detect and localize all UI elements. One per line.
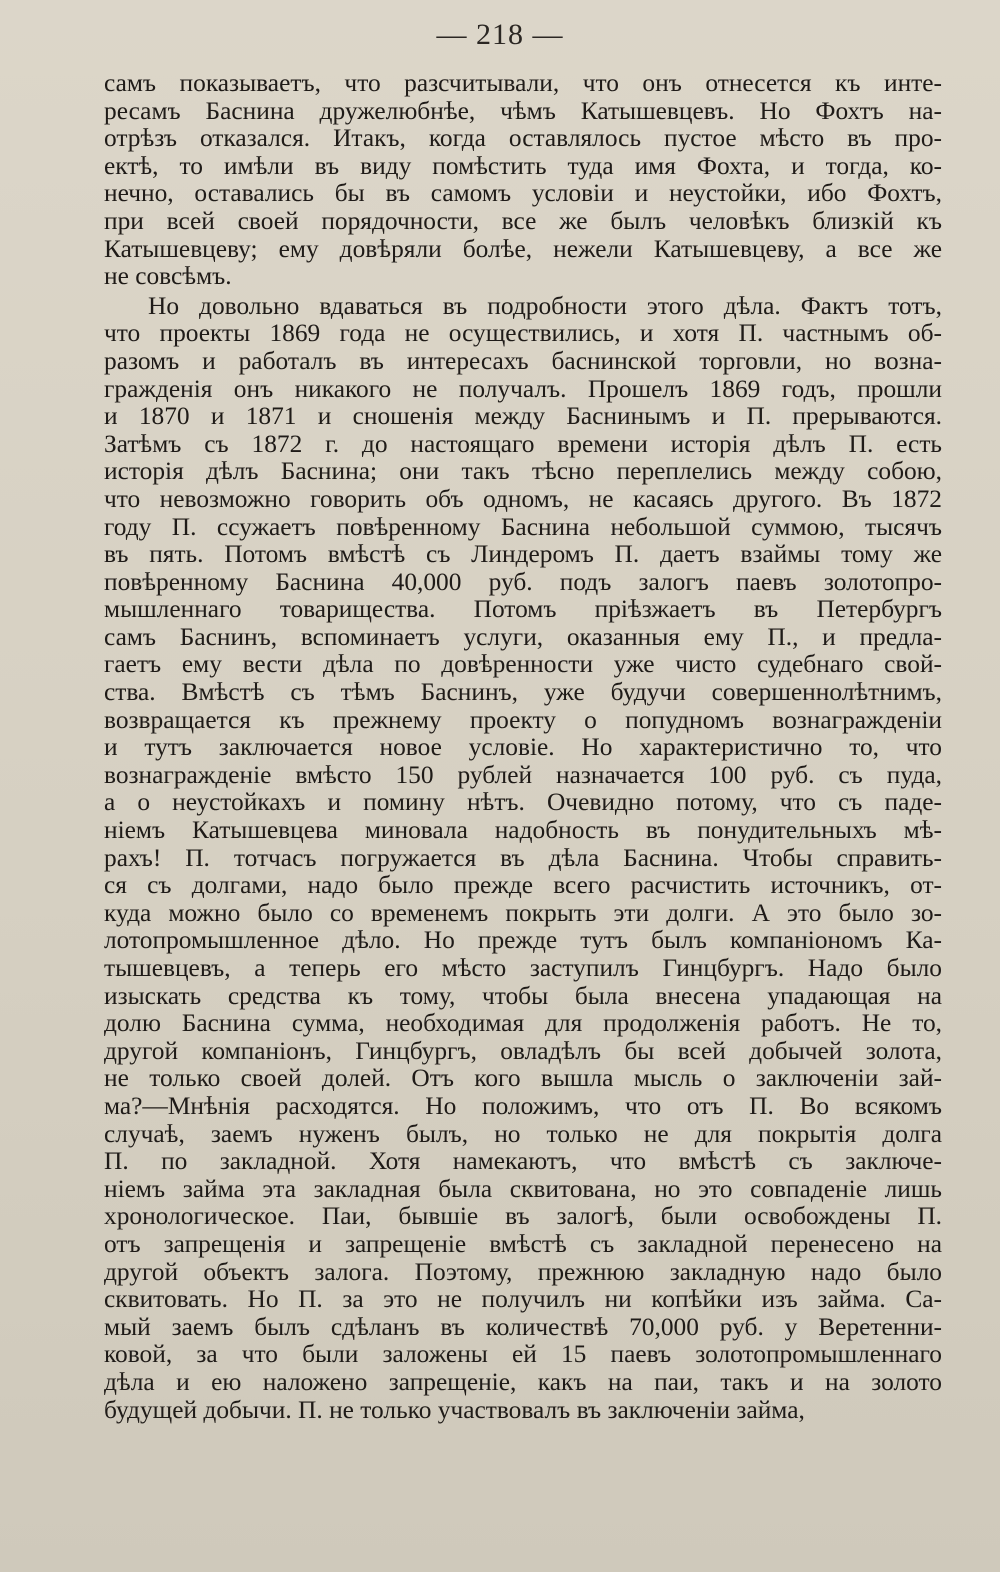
text-line: мышленнаго товарищества. Потомъ пріѣзжаетъ въ Петербургъ — [104, 595, 942, 624]
text-line: другой компаніонъ, Гинцбургъ, овладѣлъ бы всей добычей золота, — [104, 1036, 942, 1065]
text-line: отъ запрещенія и запрещеніе вмѣстѣ съ закладной перенесено на — [104, 1229, 942, 1258]
text-line: Но довольно вдаваться въ подробности этого дѣла. Фактъ тотъ, — [148, 291, 942, 320]
text-line: возвращается къ прежнему проекту о попудномъ вознагражденіи — [104, 705, 942, 734]
text-line: повѣренному Баснина 40,000 руб. подъ залогъ паевъ золотопро- — [104, 567, 942, 596]
paragraph — [104, 70, 942, 291]
text-line: будущей добычи. П. не только участвовалъ въ заключеніи займа, — [104, 1395, 805, 1424]
text-line: въ пять. Потомъ вмѣстѣ съ Линдеромъ П. даетъ взаймы тому же — [104, 540, 942, 569]
text-line: отрѣзъ отказался. Итакъ, когда оставлялось пустое мѣсто въ про- — [104, 124, 942, 153]
text-line: хронологическое. Паи, бывшіе въ залогѣ, были освобождены П. — [104, 1202, 942, 1231]
page-number: — 218 — — [436, 18, 564, 51]
text-line: исторія дѣлъ Баснина; они такъ тѣсно переплелись между собою, — [104, 457, 942, 486]
text-line: ресамъ Баснина дружелюбнѣе, чѣмъ Катышевцевъ. Но Фохтъ на- — [104, 96, 942, 125]
text-line: при всей своей порядочности, все же былъ человѣкъ близкій къ — [104, 206, 942, 235]
text-line: не совсѣмъ. — [104, 262, 232, 291]
text-line: П. по закладной. Хотя намекаютъ, что вмѣстѣ съ заключе- — [104, 1147, 942, 1176]
text-line: году П. ссужаетъ повѣренному Баснина небольшой суммою, тысячъ — [104, 512, 942, 541]
text-line: самъ Баснинъ, вспоминаетъ услуги, оказанныя ему П., и предла- — [104, 622, 942, 651]
text-line: что невозможно говорить объ одномъ, не касаясь другого. Въ 1872 — [104, 484, 942, 513]
text-line: ектѣ, то имѣли въ виду помѣстить туда имя Фохта, и тогда, ко- — [104, 151, 942, 180]
text-line: разомъ и работалъ въ интересахъ баснинской торговли, но возна- — [104, 346, 942, 375]
text-line: ніемъ займа эта закладная была сквитована, но это совпаденіе лишь — [104, 1174, 942, 1203]
text-line: долю Баснина сумма, необходимая для продолженія работъ. Не то, — [104, 1009, 942, 1038]
text-line: не только своей долей. Отъ кого вышла мысль о заключеніи зай- — [104, 1064, 942, 1093]
text-line: а о неустойкахъ и помину нѣтъ. Очевидно потому, что съ паде- — [104, 788, 942, 817]
text-line: ковой, за что были заложены ей 15 паевъ золотопромышленнаго — [104, 1340, 942, 1369]
text-line: вознагражденіе вмѣсто 150 рублей назначается 100 руб. съ пуда, — [104, 760, 942, 789]
text-line: Катышевцеву; ему довѣряли болѣе, нежели Катышевцеву, а все же — [104, 234, 942, 263]
text-line: и 1870 и 1871 и сношенія между Баснинымъ и П. прерываются. — [104, 402, 942, 431]
text-line: что проекты 1869 года не осуществились, и хотя П. частнымъ об- — [104, 319, 942, 348]
text-line: сквитовать. Но П. за это не получилъ ни копѣйки изъ займа. Са- — [104, 1285, 942, 1314]
text-line: дѣла и ею наложено запрещеніе, какъ на паи, такъ и на золото — [104, 1367, 942, 1396]
text-line: мый заемъ былъ сдѣланъ въ количествѣ 70,000 руб. у Веретенни- — [104, 1312, 942, 1341]
paragraph — [104, 293, 942, 1424]
text-line: ніемъ Катышевцева миновала надобность въ понудительныхъ мѣ- — [104, 816, 942, 845]
body-text — [104, 70, 942, 1424]
text-line: гаетъ ему вести дѣла по довѣренности уже чисто судебнаго свой- — [104, 650, 942, 679]
text-line: изыскать средства къ тому, чтобы была внесена упадающая на — [104, 981, 942, 1010]
text-line: тышевцевъ, а теперь его мѣсто заступилъ Гинцбургъ. Надо было — [104, 954, 942, 982]
text-line: самъ показываетъ, что разсчитывали, что онъ отнесется къ инте- — [104, 69, 942, 97]
text-line: Затѣмъ съ 1872 г. до настоящаго времени исторія дѣлъ П. есть — [104, 429, 942, 458]
text-line: случаѣ, заемъ нуженъ былъ, но только не для покрытія долга — [104, 1119, 942, 1148]
text-line: нечно, оставались бы въ самомъ условіи и неустойки, ибо Фохтъ, — [104, 179, 942, 208]
text-line: ма?—Мнѣнія расходятся. Но положимъ, что отъ П. Во всякомъ — [104, 1091, 942, 1120]
text-line: рахъ! П. тотчасъ погружается въ дѣла Баснина. Чтобы справить- — [104, 843, 942, 872]
text-line: ся съ долгами, надо было прежде всего расчистить источникъ, от- — [104, 871, 942, 900]
text-line: ства. Вмѣстѣ съ тѣмъ Баснинъ, уже будучи совершеннолѣтнимъ, — [104, 678, 942, 707]
text-line: и тутъ заключается новое условіе. Но характеристично то, что — [104, 733, 942, 762]
text-line: другой объектъ залога. Поэтому, прежнюю закладную надо было — [104, 1257, 942, 1286]
text-line: лотопромышленное дѣло. Но прежде тутъ былъ компаніономъ Ка- — [104, 926, 942, 955]
text-line: гражденія онъ никакого не получалъ. Прошелъ 1869 годъ, прошли — [104, 374, 942, 403]
text-line: куда можно было со временемъ покрыть эти долги. А это было зо- — [104, 898, 942, 927]
